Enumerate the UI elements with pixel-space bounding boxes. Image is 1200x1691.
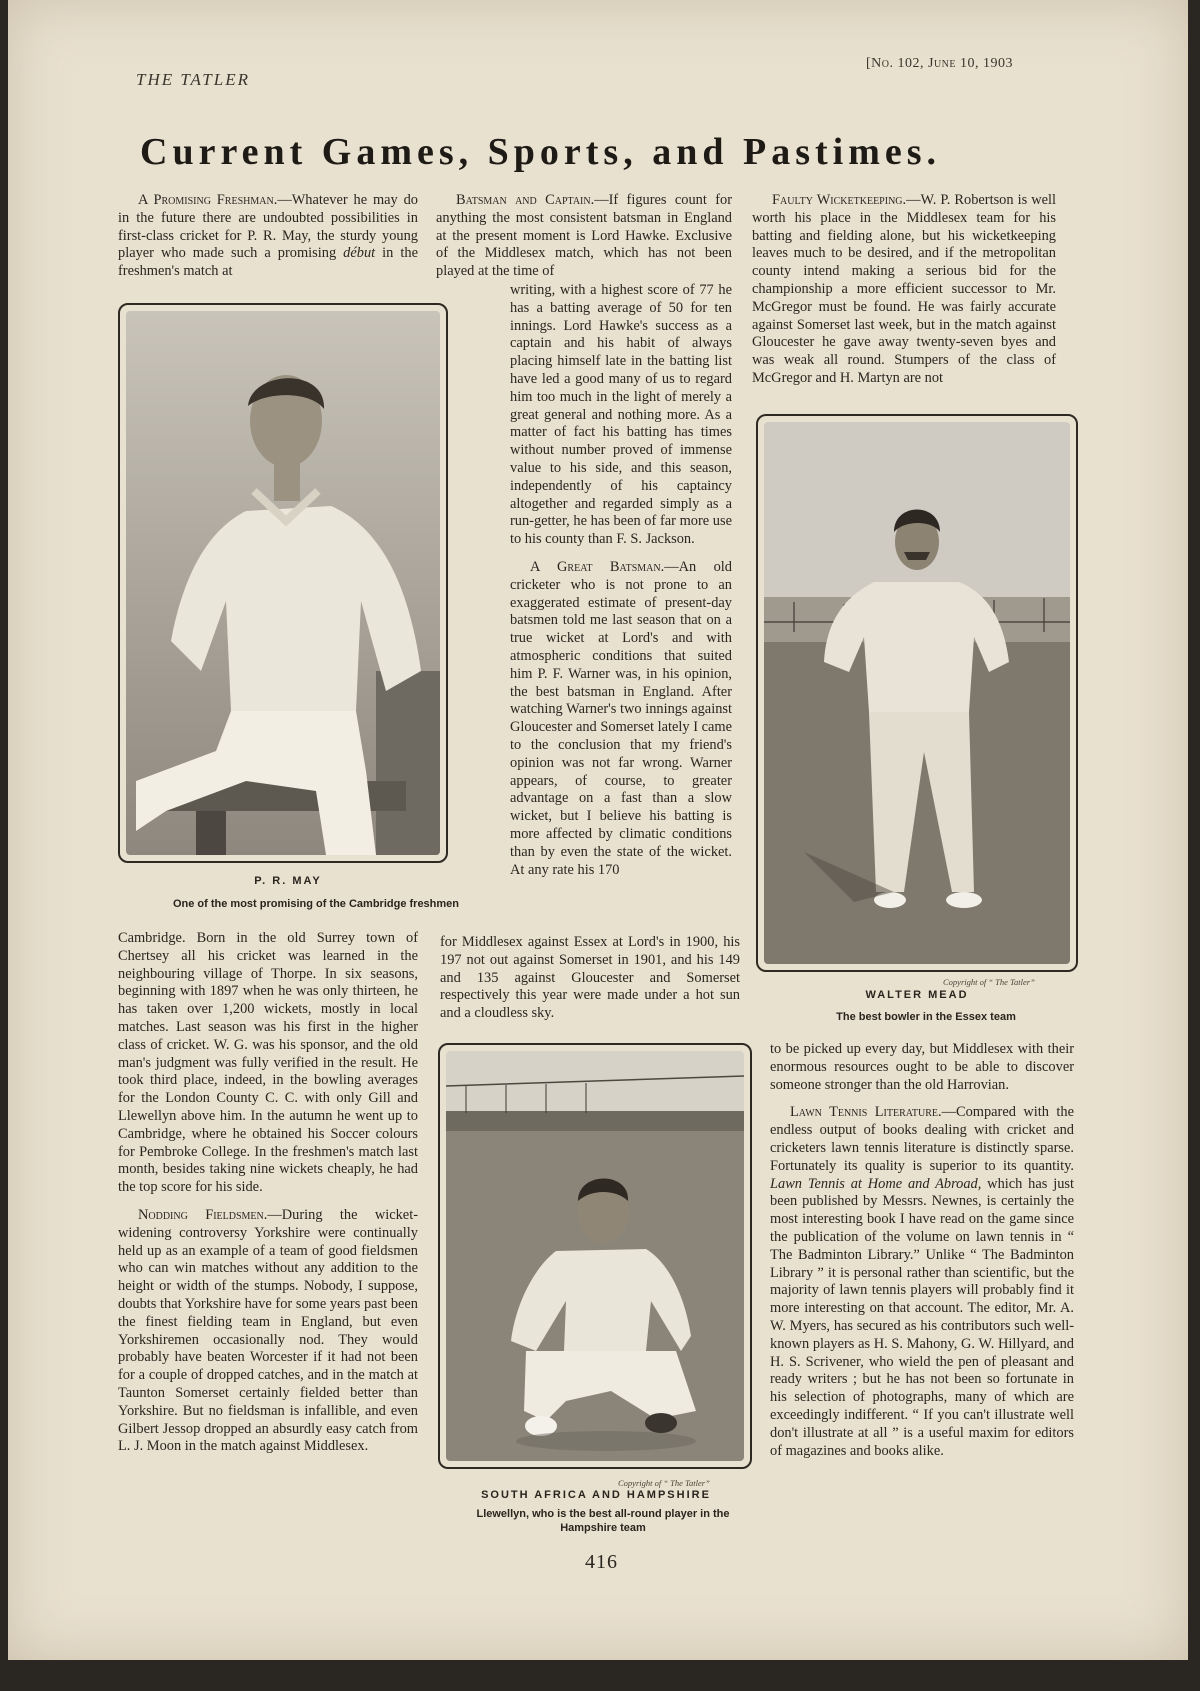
article-promising-freshman [118, 192, 418, 291]
paragraph-text: —Whatever he may do in the future there are undoubted possibilities in first-class cricket for P. R. May, the sturdy young player who made such a promising [118, 192, 419, 262]
article-col2-narrow [510, 282, 732, 889]
paragraph-text: —If figures count for anything the most consistent batsman in England at the present moment is Lord Hawke. Exclusive of the Middlesex match, which has not been played at the time of [436, 192, 732, 280]
portrait-image [764, 422, 1070, 964]
paragraph-text: which has just been published by Messrs. Newnes, is certainly the most interesting book I have read on the game since the publication of the volume on lawn tennis in “ The Badminton Library.” Unlike “ The Badminton Library ” it is personal rather than scientific, but the majority of lawn tennis players will probably find it more interesting on that account. The editor, Mr. A. W. Myers, has secured as his contributors such well-known players as H. S. Mahony, G. W. Hillyard, and H. S. Scrivener, who wield the pen of pleasant and ready writers ; but he has not been so fortunate in his selection of photographs, many of which are exceedingly indifferent. “ If you can't illustrate well don't illustrate at all ” is a useful maxim for editors of magazines and books alike. [770, 1175, 1074, 1459]
portrait-image [446, 1051, 744, 1461]
publication-name: THE TATLER [136, 70, 250, 89]
paragraph: writing, with a highest score of 77 he has a batting average of 50 for ten innings. Lord Hawke's success as a captain and his habit of always placing himself late in the batting list have led a good many of us to regard him too much in the light of merely a great general and nothing more. As a matter of fact his batting has times without number proved of immense value to his side, and this season, independently of his captaincy altogether and regarded simply as a run-getter, he has been of far more use to his county than F. S. Jackson. [510, 282, 732, 548]
section-lead: Nodding Fieldsmen. [138, 1206, 268, 1223]
headline: Current Games, Sports, and Pastimes. [140, 131, 942, 173]
article-col3-bottom [770, 1041, 1074, 1470]
paragraph-text: —An old cricketer who is not prone to an exaggerated estimate of present-day batsmen told me last season that on a true wicket at Lord's and with atmospheric conditions that suited him P. F. Warner was, in his opinion, the best batsman in England. After watching Warner's two innings against Gloucester and Somerset lately I came to the conclusion that my friend's opinion was not far wrong. Warner appears, of course, to greater advantage on a fast than a slow wicket, but I believe his batting is more affected by climatic conditions than by even the state of the wicket. At any rate his 170 [510, 558, 732, 878]
page-number: 416 [585, 1551, 618, 1573]
caption-subtitle: One of the most promising of the Cambridge freshmen [172, 898, 460, 910]
photo-walter-mead [764, 422, 1070, 964]
caption-mead [756, 989, 1078, 1001]
italic-word: début [343, 245, 376, 262]
paragraph-text: —During the wicket-widening controversy Yorkshire were continually held up as an example of a team of good fieldsmen who can win matches without any addition to the height or width of the stumps. Nobody, I suppose, doubts that Yorkshire have for some years past been the finest fielding team in England, but even Yorkshiremen occasionally nod. They would probably have beaten Worcester if it had not been for a couple of dropped catches, and in the match at Taunton Somerset certainly fielded better than Yorkshire. But no fieldsman is infallible, and even Gilbert Jessop dropped an absurdly easy catch from L. J. Moon in the match against Middlesex. [118, 1206, 418, 1455]
photo-frame-llewellyn [438, 1043, 752, 1469]
paragraph-text: —W. P. Robertson is well worth his place in the Middlesex team for his batting and fielding alone, but his wicketkeeping leaves much to be desired, and if the metropolitan county intend making a serious bid for the championship a more efficient successor to Mr. McGregor must be found. He was fairly accurate against Somerset last week, but in the match against Gloucester he gave away twenty-seven byes and was weak all round. Stumpers of the class of McGregor and H. Martyn are not [752, 192, 1056, 386]
paragraph-text: —Compared with the endless output of books dealing with cricket and cricketers lawn tennis literature is distinctly sparse. Fortunately its quality is superior to its quantity. [770, 1104, 1074, 1174]
caption-may-sub [126, 897, 506, 911]
caption-subtitle: Llewellyn, who is the best all-round player in the Hampshire team [476, 1508, 730, 1534]
copyright-mead: Copyright of “ The Tatler” [943, 977, 1035, 987]
caption-title: WALTER MEAD [865, 989, 969, 1001]
caption-llewellyn [446, 1489, 746, 1501]
magazine-page [8, 0, 1188, 1660]
paragraph-text: in the freshmen's match at [118, 245, 418, 280]
photo-pr-may [126, 311, 440, 855]
book-title: Lawn Tennis at Home and Abroad, [770, 1175, 982, 1192]
caption-llewellyn-sub [448, 1507, 758, 1535]
photo-frame-mead [756, 414, 1078, 972]
article-col2-bottom [440, 934, 740, 1033]
caption-subtitle: The best bowler in the Essex team [836, 1011, 1016, 1023]
section-lead: A Great Batsman. [530, 558, 665, 575]
copyright-llewellyn: Copyright of “ The Tatler” [618, 1478, 710, 1488]
paragraph: to be picked up every day, but Middlesex with their enormous resources ought to be able to discover someone stronger than the old Harrovian. [770, 1041, 1074, 1093]
issue-info: [No. 102, June 10, 1903 [866, 56, 1013, 71]
paragraph: for Middlesex against Essex at Lord's in 1900, his 197 not out against Somerset in 1901, and his 149 and 135 against Gloucester and Somerset respectively this year were made under a hot sun and a cloudless sky. [440, 934, 740, 1022]
paragraph: Cambridge. Born in the old Surrey town of Chertsey all his cricket was learned in the neighbouring village of Thorpe. In six seasons, beginning with 1897 when he was only thirteen, he has taken over 1,200 wickets, mostly in local matches. Last season was his first in the higher class of cricket. W. G. was his sponsor, and the old man's judgment was fully verified in the result. He took third place, indeed, in the bowling averages for the London County C. C. with only Gill and Llewellyn above him. In the autumn he went up to Cambridge, where he obtained his Soccer colours for Pembroke College. In the freshmen's match last month, besides taking nine wickets cheaply, he had the top score for his side. [118, 930, 418, 1196]
section-lead: Faulty Wicketkeeping. [772, 192, 907, 208]
caption-may [118, 875, 458, 887]
article-faulty-wicketkeeping [752, 192, 1056, 398]
portrait-image [126, 311, 440, 855]
article-batsman-captain [436, 192, 732, 291]
article-col1-continued [118, 930, 418, 1466]
caption-title: P. R. MAY [254, 875, 322, 887]
caption-mead-sub [756, 1010, 1096, 1024]
caption-title: SOUTH AFRICA AND HAMPSHIRE [481, 1489, 711, 1501]
photo-llewellyn [446, 1051, 744, 1461]
section-lead: Batsman and Captain. [456, 192, 595, 208]
photo-frame-may [118, 303, 448, 863]
section-lead: A Promising Freshman. [138, 192, 278, 208]
section-lead: Lawn Tennis Literature. [790, 1104, 942, 1121]
